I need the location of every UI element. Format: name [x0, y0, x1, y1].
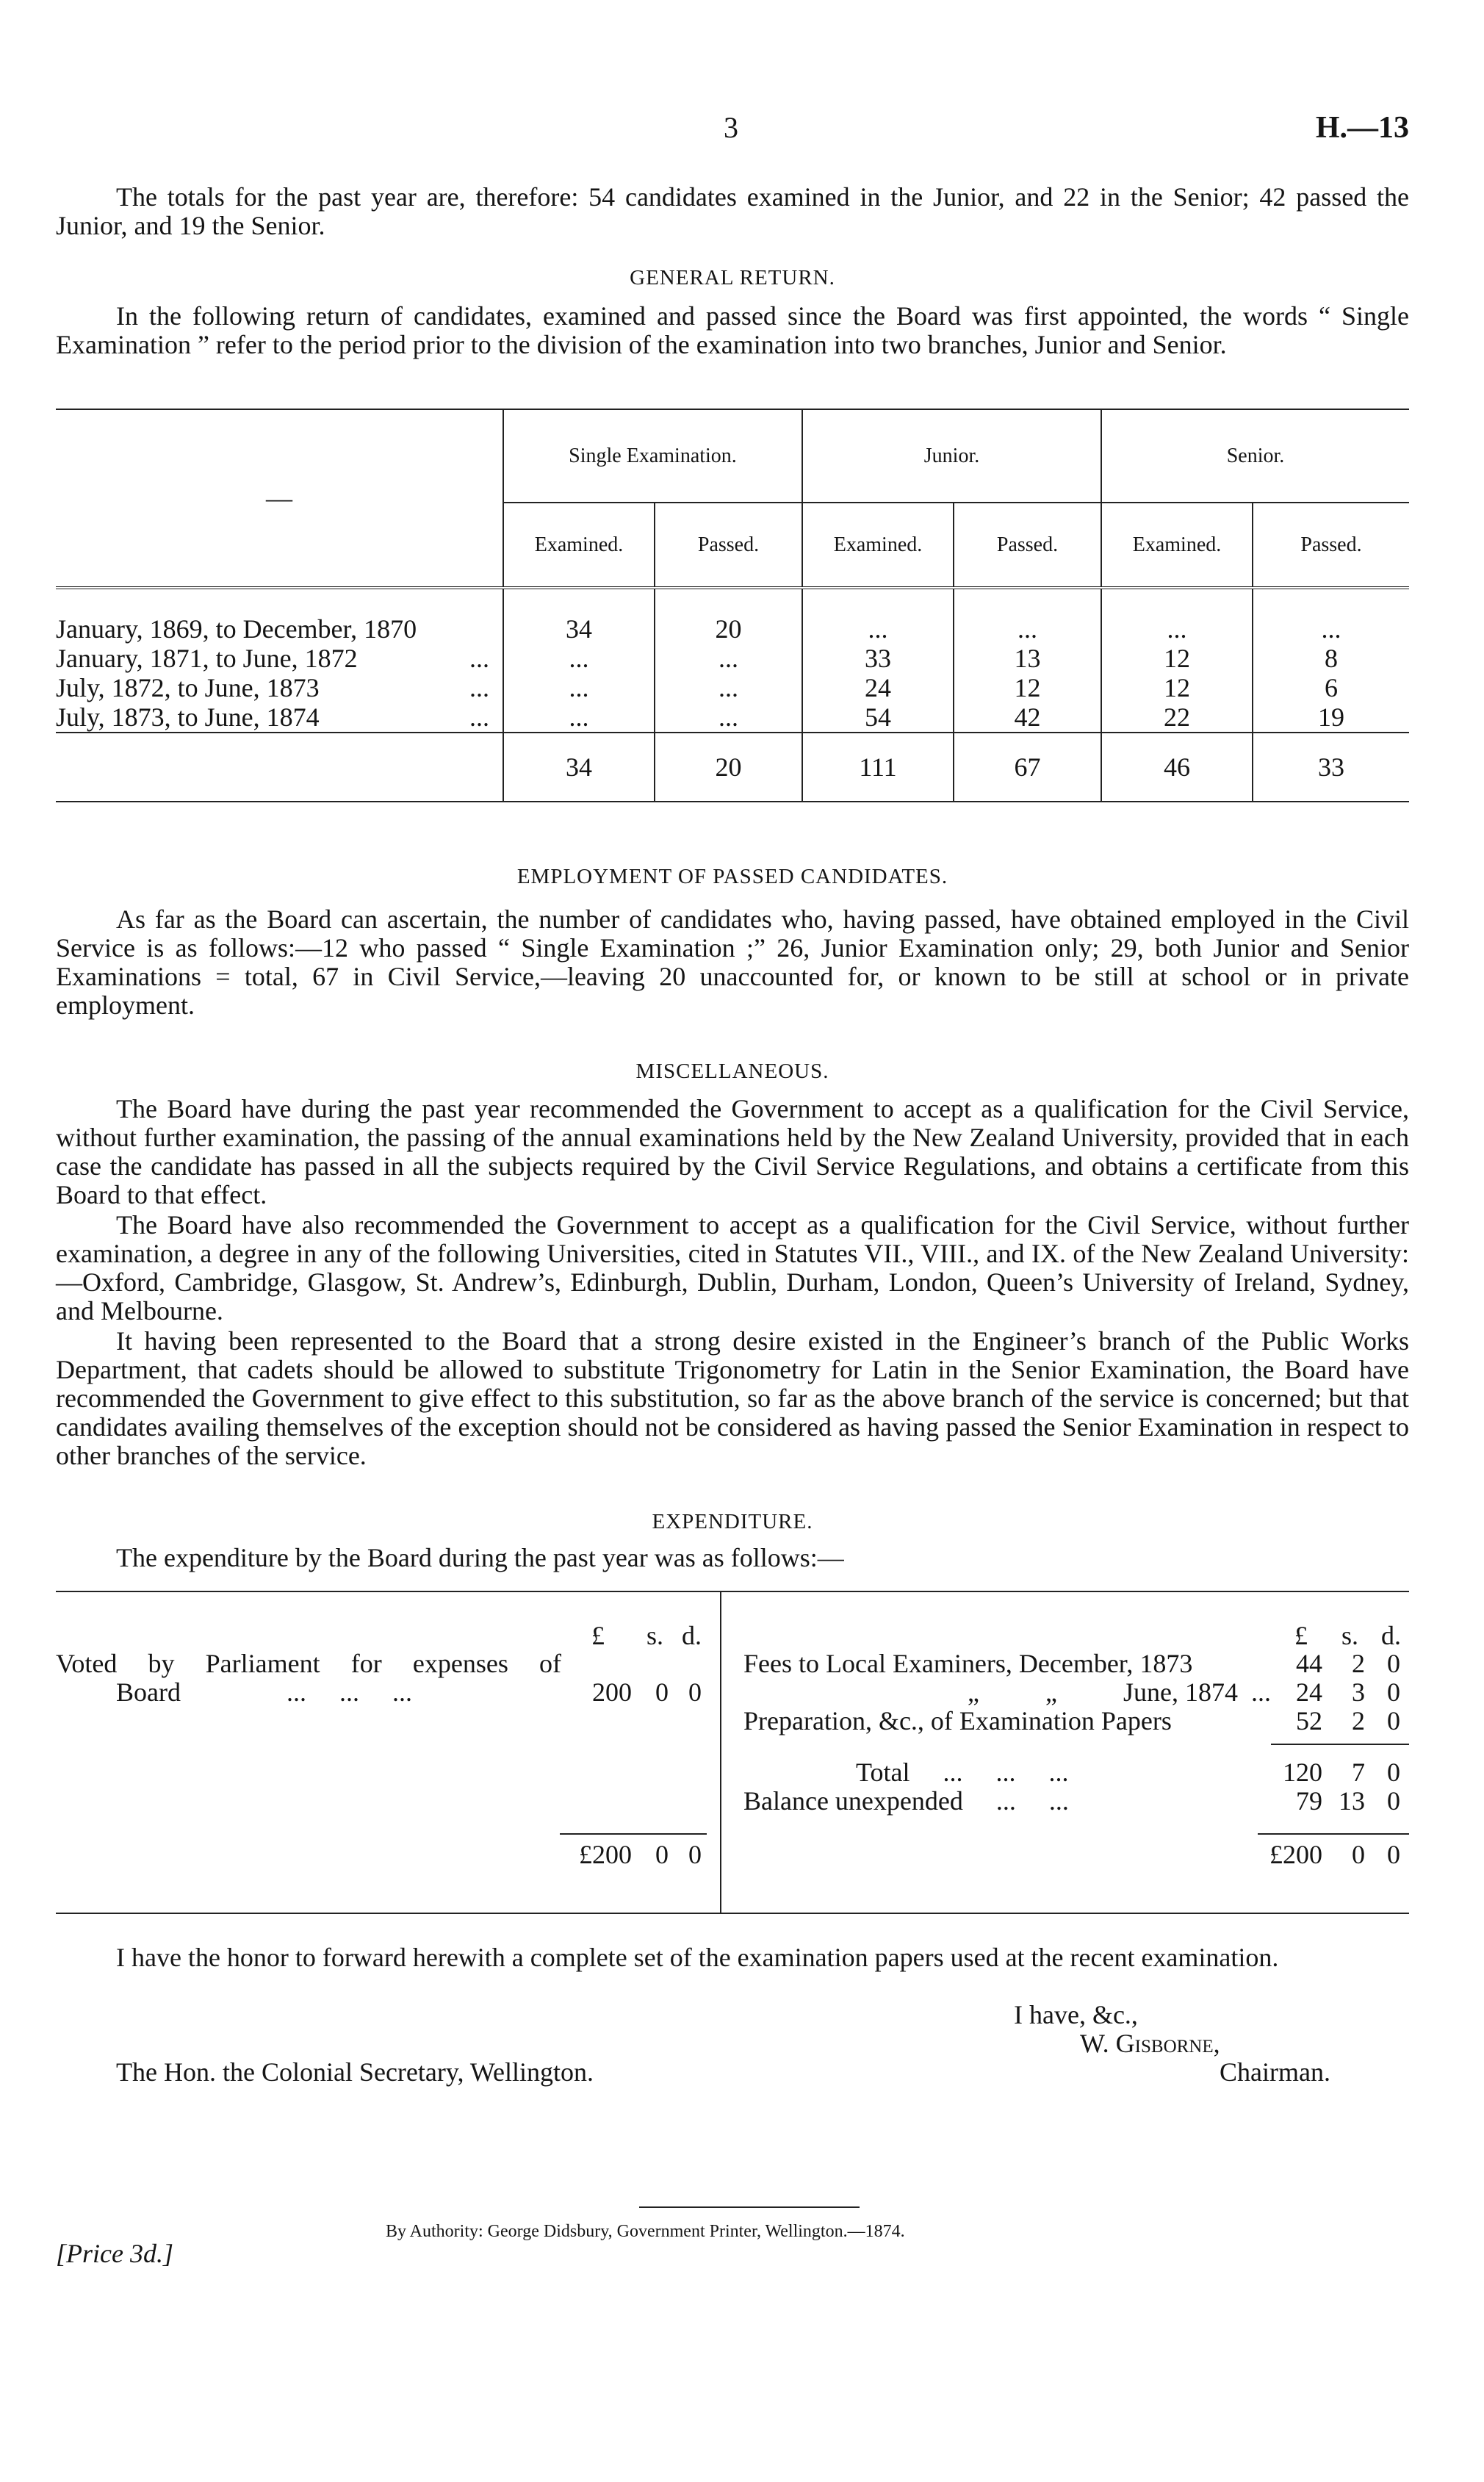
price: [Price 3d.] [56, 2239, 173, 2268]
row-period: January, 1871, to June, 1872 [56, 644, 358, 673]
total-shillings: 7 [1352, 1758, 1365, 1787]
general-return-table [56, 410, 1409, 802]
subtotal-rule [1271, 1744, 1409, 1745]
cell-value: 24 [865, 673, 891, 702]
cell-value: ... [1017, 614, 1037, 644]
group-header-junior: Junior. [802, 410, 1101, 503]
currency-pence-right: d. [1381, 1621, 1401, 1650]
misc-paragraph-1: The Board have during the past year recommended the Government to accept as a qualification for the Civil Service, without further examination, the passing of the annual examinations held by the New Zealand University, provided that in each case the candidate has passed in all the subjects required by the Civil Service Regulations, and obtains a certificate from this Board to that effect. [56, 1094, 1409, 1209]
balance-pounds: 79 [1296, 1786, 1322, 1816]
left-total-shillings: 0 [655, 1840, 669, 1869]
grand-total-pence: 0 [1387, 1840, 1400, 1869]
general-return-heading: GENERAL RETURN. [630, 266, 835, 289]
voted-shillings: 0 [655, 1677, 669, 1707]
cell-value: 12 [1164, 673, 1190, 702]
balance-shillings: 13 [1339, 1786, 1365, 1816]
cell-value: ... [868, 614, 888, 644]
subheader-senior-passed: Passed. [1300, 533, 1362, 556]
fees-december-pence: 0 [1387, 1649, 1400, 1678]
grand-total-shillings: 0 [1352, 1840, 1365, 1869]
total-junior-passed: 67 [954, 733, 1101, 802]
subheader-junior-examined: Examined. [802, 503, 954, 588]
blank-header: — [266, 483, 292, 513]
document-reference: H.—13 [1315, 111, 1409, 145]
printer-imprint: By Authority: George Didsbury, Government Printer, Wellington.—1874. [386, 2222, 905, 2241]
expenditure-heading: EXPENDITURE. [652, 1510, 813, 1533]
expenditure-top-rule [56, 1591, 1409, 1592]
table-row [56, 644, 503, 673]
fees-december-label: Fees to Local Examiners, December, 1873 [743, 1649, 1193, 1678]
currency-pound-right: £ [1294, 1621, 1308, 1650]
currency-pence-left: d. [682, 1621, 702, 1650]
preparation-pence: 0 [1387, 1706, 1400, 1735]
cell-value: 12 [1014, 673, 1041, 702]
misc-paragraph-2: The Board have also recommended the Government to accept as a qualification for the Civil Service, without further examination, a degree in any of the following Universities, cited in Statutes VII., VIII., and IX. of the New Zealand University:—Oxford, Cambridge, Glasgow, St. Andrew’s, Edinburgh, Dublin, Durham, London, Queen’s University of Ireland, Sydney, and Melbourne. [56, 1210, 1409, 1325]
total-senior-examined: 46 [1101, 733, 1253, 802]
voted-leader: ... ... ... [287, 1677, 412, 1707]
signature: W. Gisborne, [1080, 2029, 1220, 2058]
currency-pound-left: £ [591, 1621, 605, 1650]
misc-paragraph-3: It having been represented to the Board that a strong desire existed in the Engineer’s branch of the Public Works Department, that cadets should be allowed to substitute Trigonometry for Latin in the Senior Examination, the Board have recommended the Government to give effect to this substitution, so far as the above branch of the service is concerned; but that candidates availing themselves of the exception should not be considered as having passed the Senior Examination in respect to other branches of the service. [56, 1326, 1409, 1470]
cell-value: ... [718, 702, 738, 732]
row-leader: ... [469, 644, 489, 673]
subheader-senior-examined: Examined. [1101, 503, 1253, 588]
fees-june-pence: 0 [1387, 1677, 1400, 1707]
chairman-title: Chairman. [1220, 2057, 1330, 2087]
row-period: July, 1872, to June, 1873 [56, 673, 320, 702]
cell-value: ... [718, 644, 738, 673]
cell-value: 33 [865, 644, 891, 673]
row-leader: ... [469, 702, 489, 732]
subheader-single-examined: Examined. [503, 503, 655, 588]
fees-december-shillings: 2 [1352, 1649, 1365, 1678]
cell-value: 6 [1325, 673, 1338, 702]
total-pence: 0 [1387, 1758, 1400, 1787]
cell-value: 54 [865, 702, 891, 732]
total-single-passed: 20 [655, 733, 802, 802]
miscellaneous-heading: MISCELLANEOUS. [635, 1060, 829, 1083]
grand-total-pounds: £200 [1269, 1840, 1322, 1869]
currency-shilling-left: s. [646, 1621, 664, 1650]
subheader-junior-passed: Passed. [954, 503, 1101, 588]
balance-label: Balance unexpended ... ... [743, 1786, 1069, 1816]
employment-heading: EMPLOYMENT OF PASSED CANDIDATES. [516, 865, 948, 888]
preparation-pounds: 52 [1296, 1706, 1322, 1735]
balance-pence: 0 [1387, 1786, 1400, 1816]
table-row [56, 702, 503, 732]
total-junior-examined: 111 [802, 733, 954, 802]
group-header-single: Single Examination. [503, 410, 802, 503]
row-leader: ... [469, 673, 489, 702]
cell-value: ... [569, 673, 589, 702]
table-row [56, 673, 503, 702]
total-label: Total ... ... ... [856, 1758, 1069, 1787]
table-row [56, 614, 503, 644]
cell-value: ... [1167, 614, 1187, 644]
salutation: I have, &c., [1014, 2000, 1138, 2029]
cell-value: 20 [715, 614, 742, 644]
voted-pounds: 200 [592, 1677, 632, 1707]
cell-value: 34 [566, 614, 592, 644]
cell-value: ... [569, 644, 589, 673]
row-period: January, 1869, to December, 1870 [56, 614, 417, 644]
left-total-pounds: £200 [579, 1840, 632, 1869]
expenditure-divider [720, 1591, 721, 1913]
total-pounds: 120 [1283, 1758, 1322, 1787]
fees-june-label: „ „ June, 1874 ... [968, 1677, 1271, 1707]
right-total-rule [1258, 1833, 1409, 1835]
fees-june-shillings: 3 [1352, 1677, 1365, 1707]
closing-text: I have the honor to forward herewith a complete set of the examination papers used at the recent examination. [116, 1943, 1279, 1972]
expenditure-bottom-rule [56, 1913, 1409, 1914]
cell-value: 19 [1318, 702, 1344, 732]
expenditure-intro: The expenditure by the Board during the past year was as follows:— [116, 1543, 844, 1572]
total-single-examined: 34 [503, 733, 655, 802]
voted-line-1: Voted by Parliament for expenses of [56, 1649, 561, 1678]
group-header-senior: Senior. [1101, 410, 1409, 503]
subheader-single-passed: Passed. [655, 503, 802, 588]
cell-value: 42 [1014, 702, 1041, 732]
left-total-rule [560, 1833, 707, 1835]
employment-text: As far as the Board can ascertain, the number of candidates who, having passed, have obtained employed in the Civil Service is as follows:—12 who passed “ Single Examination ;” 26, Junior Examination only; 29, both Junior and Senior Examinations = total, 67 in Civil Service,—leaving 20 unaccounted for, or known to be still at school or in private employment. [56, 904, 1409, 1020]
page-number: 3 [724, 111, 738, 144]
general-return-text: In the following return of candidates, examined and passed since the Board was first appointed, the words “ Single Examination ” refer to the period prior to the division of the examination into two branches, Junior and Senior. [56, 301, 1409, 359]
row-period: July, 1873, to June, 1874 [56, 702, 320, 732]
cell-value: ... [1321, 614, 1341, 644]
fees-june-pounds: 24 [1296, 1677, 1322, 1707]
cell-value: ... [718, 673, 738, 702]
voted-line-2: Board [116, 1677, 181, 1707]
cell-value: ... [569, 702, 589, 732]
currency-shilling-right: s. [1341, 1621, 1359, 1650]
cell-value: 12 [1164, 644, 1190, 673]
fees-december-pounds: 44 [1296, 1649, 1322, 1678]
left-total-pence: 0 [688, 1840, 702, 1869]
totals-paragraph: The totals for the past year are, therefore: 54 candidates examined in the Junior, and 22 in the Senior; 42 passed the Junior, and 19 the Senior. [56, 182, 1409, 240]
footer-rule [639, 2206, 860, 2208]
preparation-label: Preparation, &c., of Examination Papers [743, 1706, 1172, 1735]
cell-value: 8 [1325, 644, 1338, 673]
addressee: The Hon. the Colonial Secretary, Wellington. [116, 2057, 594, 2087]
voted-pence: 0 [688, 1677, 702, 1707]
total-senior-passed: 33 [1318, 752, 1344, 782]
cell-value: 22 [1164, 702, 1190, 732]
cell-value: 13 [1014, 644, 1041, 673]
preparation-shillings: 2 [1352, 1706, 1365, 1735]
